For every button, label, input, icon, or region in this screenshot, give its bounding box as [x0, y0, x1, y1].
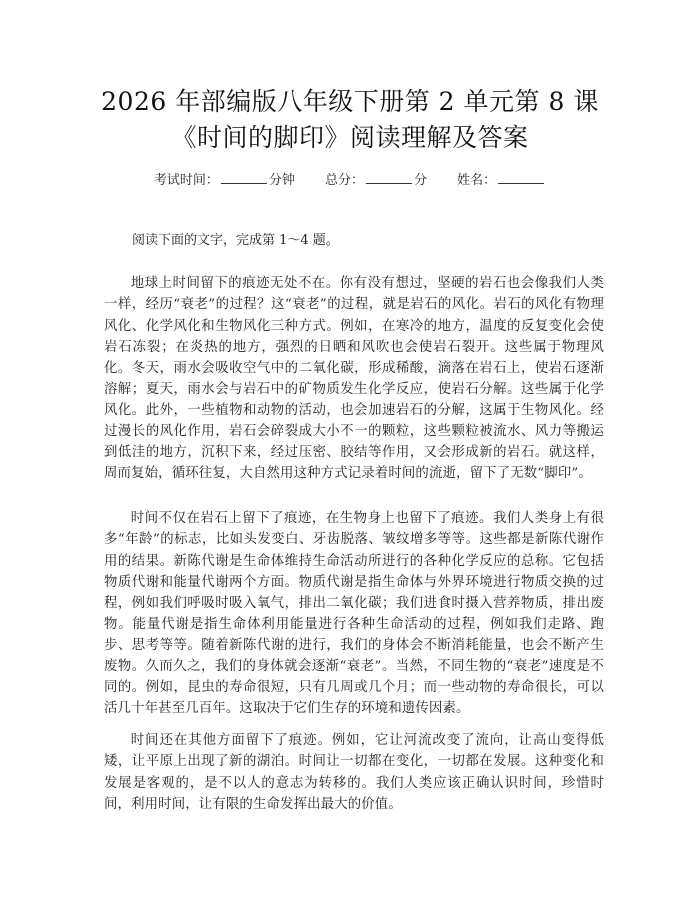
student-name-label: 姓名： — [457, 173, 497, 188]
exam-time-label: 考试时间： — [153, 173, 219, 188]
student-name-field — [457, 169, 546, 188]
total-score-label: 总分： — [324, 173, 364, 188]
passage-paragraph-3: 时间还在其他方面留下了痕迹。例如，它让河流改变了流向，让高山变得低矮，让平原上出现了新的湖泊。时间让一切都在变化，一切都在发展。这种变化和发展是客观的，是不以人的意志为转移的。我们人类应该正确认识时间，珍惜时间，利用时间，让有限的生命发挥出最大的价值。 — [104, 733, 604, 812]
passage-paragraph-2: 时间不仅在岩石上留下了痕迹，在生物身上也留下了痕迹。我们人类身上有很多“年龄”的标志，比如头发变白、牙齿脱落、皱纹增多等等。这些都是新陈代谢作用的结果。新陈代谢是生命体维持生命活动所进行的各种化学反应的总称。它包括物质代谢和能量代谢两个方面。物质代谢是指生命体与外界环境进行物质交换的过程，例如我们呼吸时吸入氧气，排出二氧化碳；我们进食时摄入营养物质，排出废物。能量代谢是指生命体利用能量进行各种生命活动的过程，例如我们走路、跑步、思考等等。随着新陈代谢的进行，我们的身体会不断消耗能量，也会不断产生废物。久而久之，我们的身体就会逐渐“衰老”。当然，不同生物的“衰老”速度是不同的。例如，昆虫的寿命很短，只有几周或几个月；而一些动物的寿命很长，可以活几十年甚至几百年。这取决于它们生存的环境和遗传因素。 — [104, 511, 604, 717]
total-score-field — [325, 169, 427, 188]
document-title-line-2: 《时间的脚印》阅读理解及答案 — [171, 123, 529, 152]
student-name-blank — [498, 171, 544, 184]
document-title-line-1: 2026 年部编版八年级下册第 2 单元第 8 课 — [101, 87, 599, 116]
exam-time-blank — [221, 171, 267, 184]
passage-paragraph-1: 地球上时间留下的痕迹无处不在。你有没有想过，坚硬的岩石也会像我们人类一样，经历“衰老”的过程？这“衰老”的过程，就是岩石的风化。岩石的风化有物理风化、化学风化和生物风化三种方式。例如，在寒冷的地方，温度的反复变化会使岩石冻裂；在炎热的地方，强烈的日晒和风吹也会使岩石裂开。这些属于物理风化。冬天，雨水会吸收空气中的二氧化碳，形成稀酸，滴落在岩石上，使岩石逐渐溶解；夏天，雨水会与岩石中的矿物质发生化学反应，使岩石分解。这些属于化学风化。此外，一些植物和动物的活动，也会加速岩石的分解，这属于生物风化。经过漫长的风化作用，岩石会碎裂成大小不一的颗粒，这些颗粒被流水、风力等搬运到低洼的地方，沉积下来，经过压密、胶结等作用，又会形成新的岩石。就这样，周而复始，循环往复，大自然用这种方式记录着时间的流逝，留下了无数“脚印”。 — [104, 276, 604, 482]
exam-time-unit: 分钟 — [268, 173, 295, 188]
reading-instruction: 阅读下面的文字，完成第 1～4 题。 — [132, 233, 339, 248]
exam-time-field — [154, 169, 295, 188]
exam-info-row — [0, 169, 700, 188]
total-score-unit: 分 — [414, 173, 428, 188]
total-score-blank — [366, 171, 412, 184]
